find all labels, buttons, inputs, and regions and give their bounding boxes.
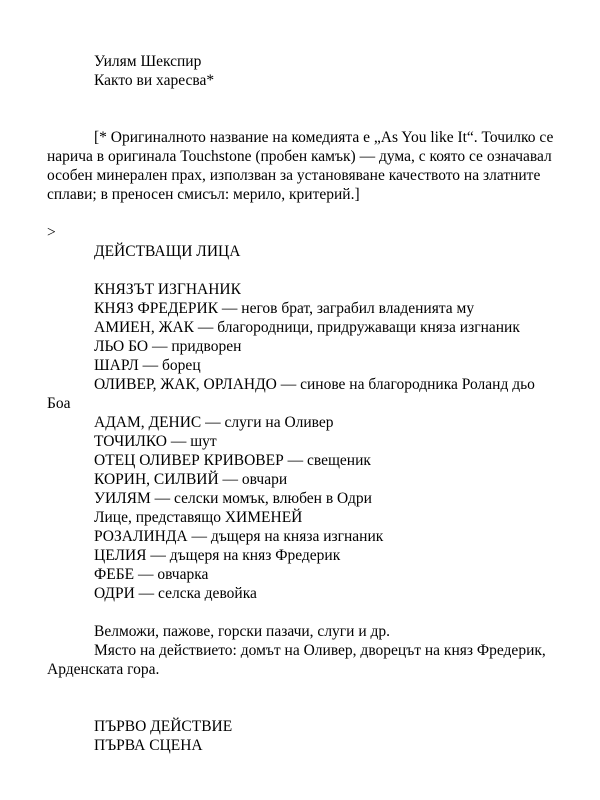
footnote-paragraph: [* Оригиналното название на комедията е „As You like It“. Точилко се нарича в оригинала Touchstone (пробен камък) — дума, с която се означавал особен минерален прах, използван за установяване качеството на златните сплави; в преносен смисъл: мерило, критерий.] <box>47 129 554 203</box>
character-entry: РОЗАЛИНДА — дъщеря на княза изгнаник <box>94 528 384 545</box>
character-entry: ТОЧИЛКО — шут <box>94 433 217 450</box>
character-entry: ОТЕЦ ОЛИВЕР КРИВОВЕР — свещеник <box>94 452 371 469</box>
setting-paragraph: Място на действието: домът на Оливер, дворецът на княз Фредерик, Арденската гора. <box>47 642 546 678</box>
extras-line: Велможи, пажове, горски пазачи, слуги и др. <box>94 623 391 640</box>
document-body <box>47 52 557 755</box>
section-marker: > <box>47 224 56 241</box>
character-entry: ЛЬО БО — придворен <box>94 338 242 355</box>
dramatis-personae-heading: ДЕЙСТВАЩИ ЛИЦА <box>94 243 241 260</box>
spacer <box>47 261 557 280</box>
spacer <box>47 204 557 223</box>
character-entry: АМИЕН, ЖАК — благородници, придружаващи княза изгнаник <box>94 319 520 336</box>
spacer <box>47 90 557 109</box>
spacer <box>47 679 557 698</box>
character-entry: КОРИН, СИЛВИЙ — овчари <box>94 471 288 488</box>
spacer <box>47 603 557 622</box>
character-entry: ОДРИ — селска девойка <box>94 585 257 602</box>
character-entry: ШАРЛ — борец <box>94 357 201 374</box>
character-entry: ОЛИВЕР, ЖАК, ОРЛАНДО — синове на благородника Роланд дьо Боа <box>47 376 535 412</box>
character-entry: УИЛЯМ — селски момък, влюбен в Одри <box>94 490 372 507</box>
character-entry: КНЯЗ ФРЕДЕРИК — негов брат, заграбил владенията му <box>94 300 475 317</box>
act-title: ПЪРВО ДЕЙСТВИЕ <box>94 718 233 735</box>
character-entry: АДАМ, ДЕНИС — слуги на Оливер <box>94 414 334 431</box>
author-line: Уилям Шекспир <box>94 53 202 70</box>
character-entry: Лице, представящо ХИМЕНЕЙ <box>94 509 303 526</box>
spacer <box>47 109 557 128</box>
title-line: Както ви харесва* <box>94 72 215 89</box>
character-entry: ЦЕЛИЯ — дъщеря на княз Фредерик <box>94 547 341 564</box>
character-entry: ФЕБЕ — овчарка <box>94 566 209 583</box>
scene-title: ПЪРВА СЦЕНА <box>94 737 203 754</box>
character-entry: КНЯЗЪТ ИЗГНАНИК <box>94 281 241 298</box>
spacer <box>47 698 557 717</box>
